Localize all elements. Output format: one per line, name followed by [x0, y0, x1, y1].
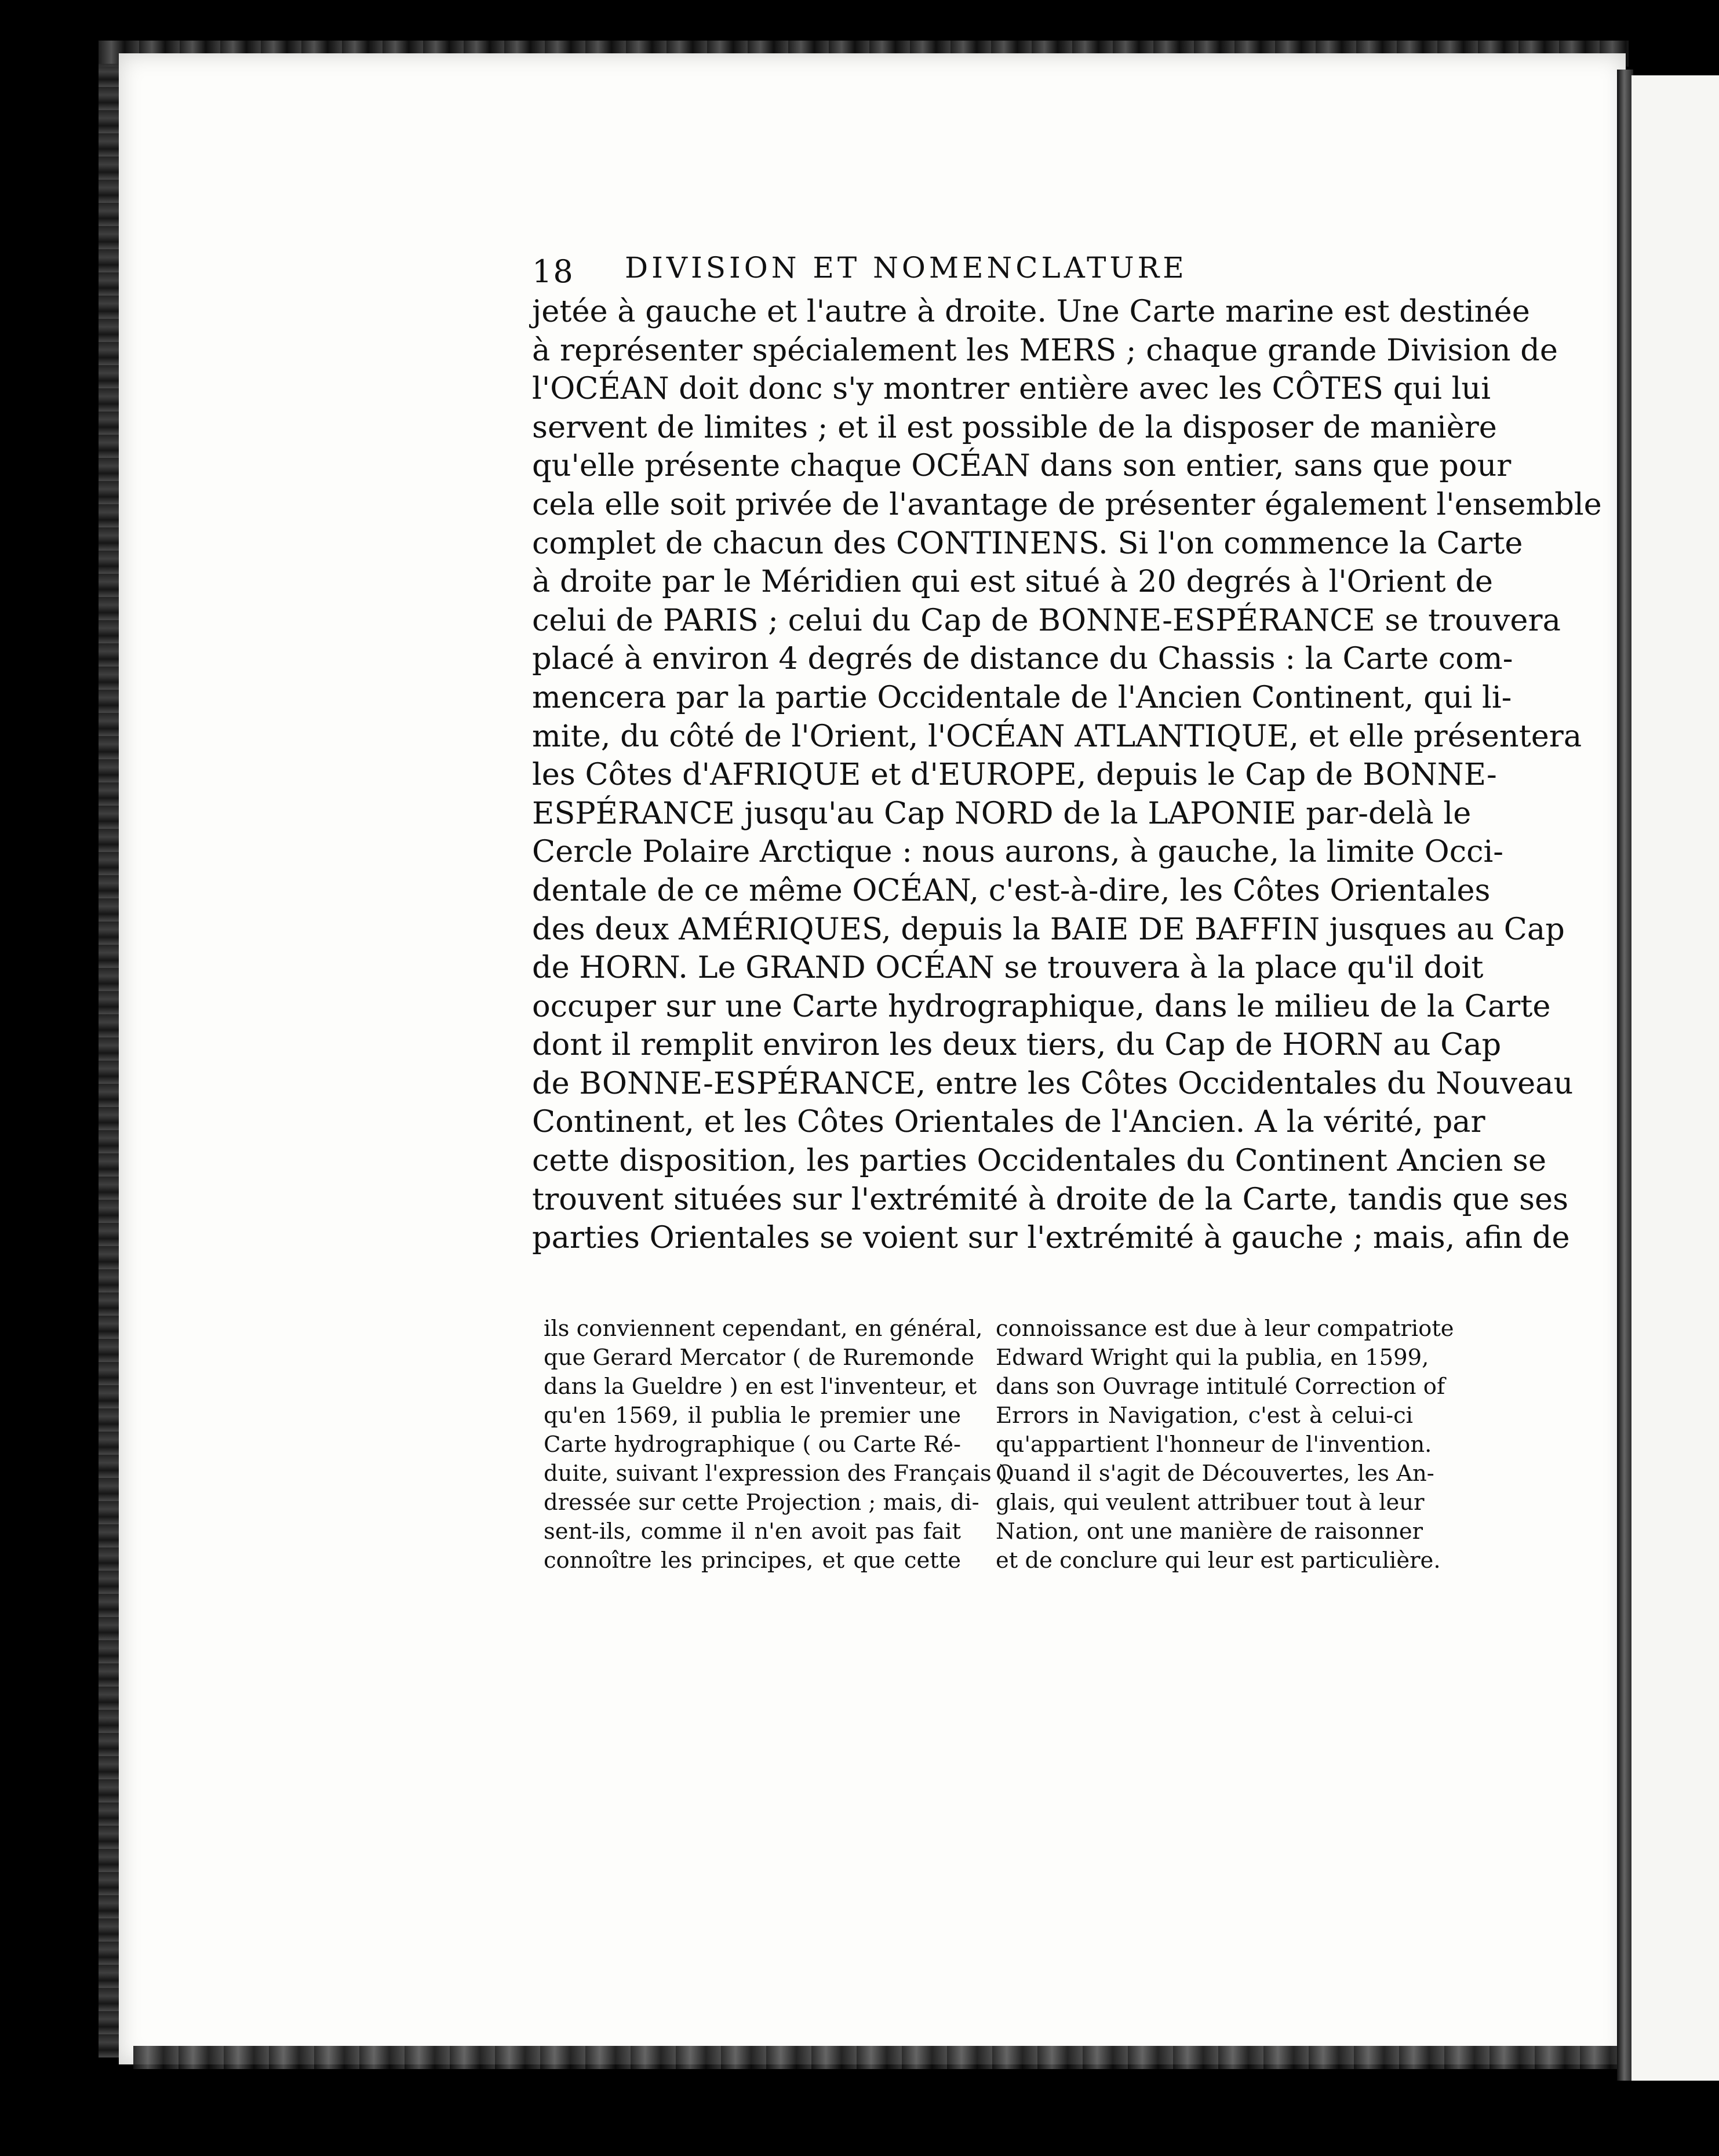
footnote-column-left	[544, 1314, 1007, 1575]
body-text-line: des deux AMÉRIQUES, depuis la BAIE DE BAFFIN jusques au Cap	[532, 911, 1565, 947]
body-text-line: Cercle Polaire Arctique : nous aurons, à gauche, la limite Occi-	[532, 834, 1504, 870]
footnote-line: Edward Wright qui la publia, en 1599,	[996, 1345, 1429, 1371]
book-spine	[1617, 70, 1633, 2081]
body-text-line: à droite par le Méridien qui est situé à 20 degrés à l'Orient de	[532, 564, 1494, 600]
body-text-line: celui de PARIS ; celui du Cap de BONNE-ESPÉRANCE se trouvera	[532, 602, 1561, 638]
body-text-line: les Côtes d'AFRIQUE et d'EUROPE, depuis le Cap de BONNE-	[532, 757, 1497, 793]
body-text-line: dont il remplit environ les deux tiers, du Cap de HORN au Cap	[532, 1027, 1502, 1063]
running-head	[532, 241, 1414, 293]
footnote-line: qu'appartient l'honneur de l'invention.	[996, 1432, 1432, 1458]
body-text-line: à représenter spécialement les MERS ; chaque grande Division de	[532, 332, 1558, 368]
body-text-line: de BONNE-ESPÉRANCE, entre les Côtes Occidentales du Nouveau	[532, 1065, 1574, 1101]
body-text-line: de HORN. Le GRAND OCÉAN se trouvera à la place qu'il doit	[532, 950, 1484, 986]
footnote-line: qu'en 1569, il publia le premier une	[544, 1403, 961, 1429]
body-text-line: mite, du côté de l'Orient, l'OCÉAN ATLANTIQUE, et elle présentera	[532, 718, 1582, 754]
footnote-line: sent-ils, comme il n'en avoit pas fait	[544, 1518, 961, 1545]
body-text-line: placé à environ 4 degrés de distance du Chassis : la Carte com-	[532, 641, 1513, 677]
footnote-line: et de conclure qui leur est particulière.	[996, 1547, 1441, 1574]
footnote-line: que Gerard Mercator ( de Ruremonde	[544, 1345, 974, 1371]
footnote-line: Quand il s'agit de Découvertes, les An-	[996, 1461, 1434, 1487]
body-text-line: qu'elle présente chaque OCÉAN dans son entier, sans que pour	[532, 448, 1512, 484]
footnote-line: glais, qui veulent attribuer tout à leur	[996, 1489, 1425, 1516]
footnote-line: connoissance est due à leur compatriote	[996, 1316, 1454, 1342]
footnote-line: dressée sur cette Projection ; mais, di-	[544, 1489, 979, 1516]
footnote-line: duite, suivant l'expression des Français )	[544, 1461, 1007, 1487]
page-number: 18	[532, 253, 574, 290]
footnote-line: ils conviennent cependant, en général,	[544, 1316, 983, 1342]
footnote-line: dans son Ouvrage intitulé Correction of	[996, 1374, 1445, 1400]
body-text-line: cette disposition, les parties Occidentales du Continent Ancien se	[532, 1143, 1547, 1179]
footnote-line: Nation, ont une manière de raisonner	[996, 1518, 1423, 1545]
footnote-line: dans la Gueldre ) en est l'inventeur, et	[544, 1374, 977, 1400]
body-text-line: parties Orientales se voient sur l'extrémité à gauche ; mais, afin de	[532, 1220, 1570, 1256]
body-text-line: jetée à gauche et l'autre à droite. Une Carte marine est destinée	[532, 294, 1530, 329]
body-text-line: trouvent situées sur l'extrémité à droite de la Carte, tandis que ses	[532, 1181, 1569, 1217]
facing-page-strip	[1631, 75, 1719, 2081]
footnote-column-right	[996, 1314, 1454, 1575]
body-text-line: servent de limites ; et il est possible de la disposer de manière	[532, 409, 1497, 445]
footnotes	[544, 1314, 1454, 1575]
body-text-line: l'OCÉAN doit donc s'y montrer entière avec les CÔTES qui lui	[532, 371, 1491, 407]
footnote-line: Errors in Navigation, c'est à celui-ci	[996, 1403, 1413, 1429]
footnote-line: Carte hydrographique ( ou Carte Ré-	[544, 1432, 961, 1458]
page-bottom-edge	[133, 2046, 1629, 2069]
body-text-line: Continent, et les Côtes Orientales de l'Ancien. A la vérité, par	[532, 1104, 1485, 1140]
page-title: DIVISION ET NOMENCLATURE	[625, 251, 1188, 285]
footnote-line: connoître les principes, et que cette	[544, 1547, 961, 1574]
body-text-line: occuper sur une Carte hydrographique, dans le milieu de la Carte	[532, 988, 1551, 1024]
body-text-line: complet de chacun des CONTINENS. Si l'on commence la Carte	[532, 525, 1523, 561]
body-paragraph	[532, 293, 1602, 1258]
body-text-line: mencera par la partie Occidentale de l'Ancien Continent, qui li-	[532, 679, 1512, 715]
body-text-line: ESPÉRANCE jusqu'au Cap NORD de la LAPONIE par-delà le	[532, 795, 1472, 831]
main-text-block	[532, 241, 1602, 1258]
body-text-line: dentale de ce même OCÉAN, c'est-à-dire, les Côtes Orientales	[532, 872, 1491, 908]
body-text-line: cela elle soit privée de l'avantage de présenter également l'ensemble	[532, 486, 1602, 522]
